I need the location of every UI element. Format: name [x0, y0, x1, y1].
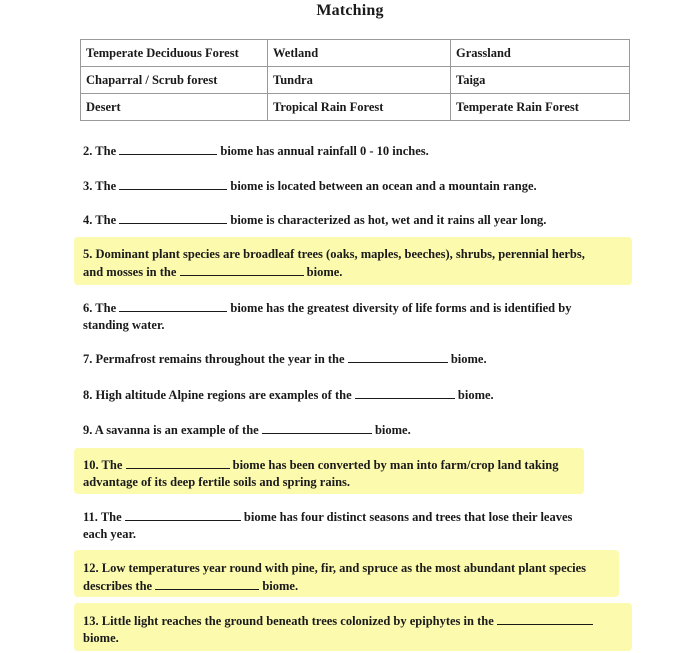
- answer-blank[interactable]: [262, 421, 372, 434]
- answer-blank[interactable]: [180, 263, 304, 276]
- question-2: 2. The biome has annual rainfall 0 - 10 inches.: [83, 144, 429, 158]
- question-7: 7. Permafrost remains throughout the year in the biome.: [83, 352, 487, 366]
- answer-blank[interactable]: [119, 211, 227, 224]
- question-13: 13. Little light reaches the ground beneath trees colonized by epiphytes in the biome.: [83, 612, 628, 647]
- answer-blank[interactable]: [119, 177, 227, 190]
- question-12: 12. Low temperatures year round with pine, fir, and spruce as the most abundant plant species describes the biome.: [83, 561, 587, 593]
- question-5: 5. Dominant plant species are broadleaf trees (oaks, maples, beeches), shrubs, perennial herbs, and mosses in the biome.: [83, 247, 585, 279]
- question-3: 3. The biome is located between an ocean and a mountain range.: [83, 179, 537, 193]
- answer-blank[interactable]: [125, 508, 241, 521]
- answer-blank[interactable]: [155, 577, 259, 590]
- answer-blank[interactable]: [497, 612, 593, 625]
- table-cell: Taiga: [451, 67, 630, 94]
- answer-blank[interactable]: [355, 386, 455, 399]
- table-row: [81, 94, 630, 121]
- question-9: 9. A savanna is an example of the biome.: [83, 423, 411, 437]
- table-row: [81, 40, 630, 67]
- answer-blank[interactable]: [119, 299, 227, 312]
- table-cell: Temperate Rain Forest: [451, 94, 630, 121]
- biome-word-bank-table: [80, 39, 630, 121]
- question-6: 6. The biome has the greatest diversity of life forms and is identified by standing water.: [83, 301, 572, 332]
- table-cell: Wetland: [268, 40, 451, 67]
- answer-blank[interactable]: [126, 456, 230, 469]
- question-8: 8. High altitude Alpine regions are examples of the biome.: [83, 388, 494, 402]
- table-cell: Chaparral / Scrub forest: [81, 67, 268, 94]
- question-11: 11. The biome has four distinct seasons and trees that lose their leaves each year.: [83, 510, 573, 541]
- table-cell: Tropical Rain Forest: [268, 94, 451, 121]
- table-cell: Desert: [81, 94, 268, 121]
- question-4: 4. The biome is characterized as hot, wet and it rains all year long.: [83, 213, 547, 227]
- table-cell: Temperate Deciduous Forest: [81, 40, 268, 67]
- table-cell: Grassland: [451, 40, 630, 67]
- table-row: [81, 67, 630, 94]
- page-title: Matching: [316, 2, 384, 19]
- question-10: 10. The biome has been converted by man into farm/crop land taking advantage of its deep fertile soils and spring rains.: [83, 458, 559, 489]
- table-cell: Tundra: [268, 67, 451, 94]
- answer-blank[interactable]: [348, 350, 448, 363]
- answer-blank[interactable]: [119, 142, 217, 155]
